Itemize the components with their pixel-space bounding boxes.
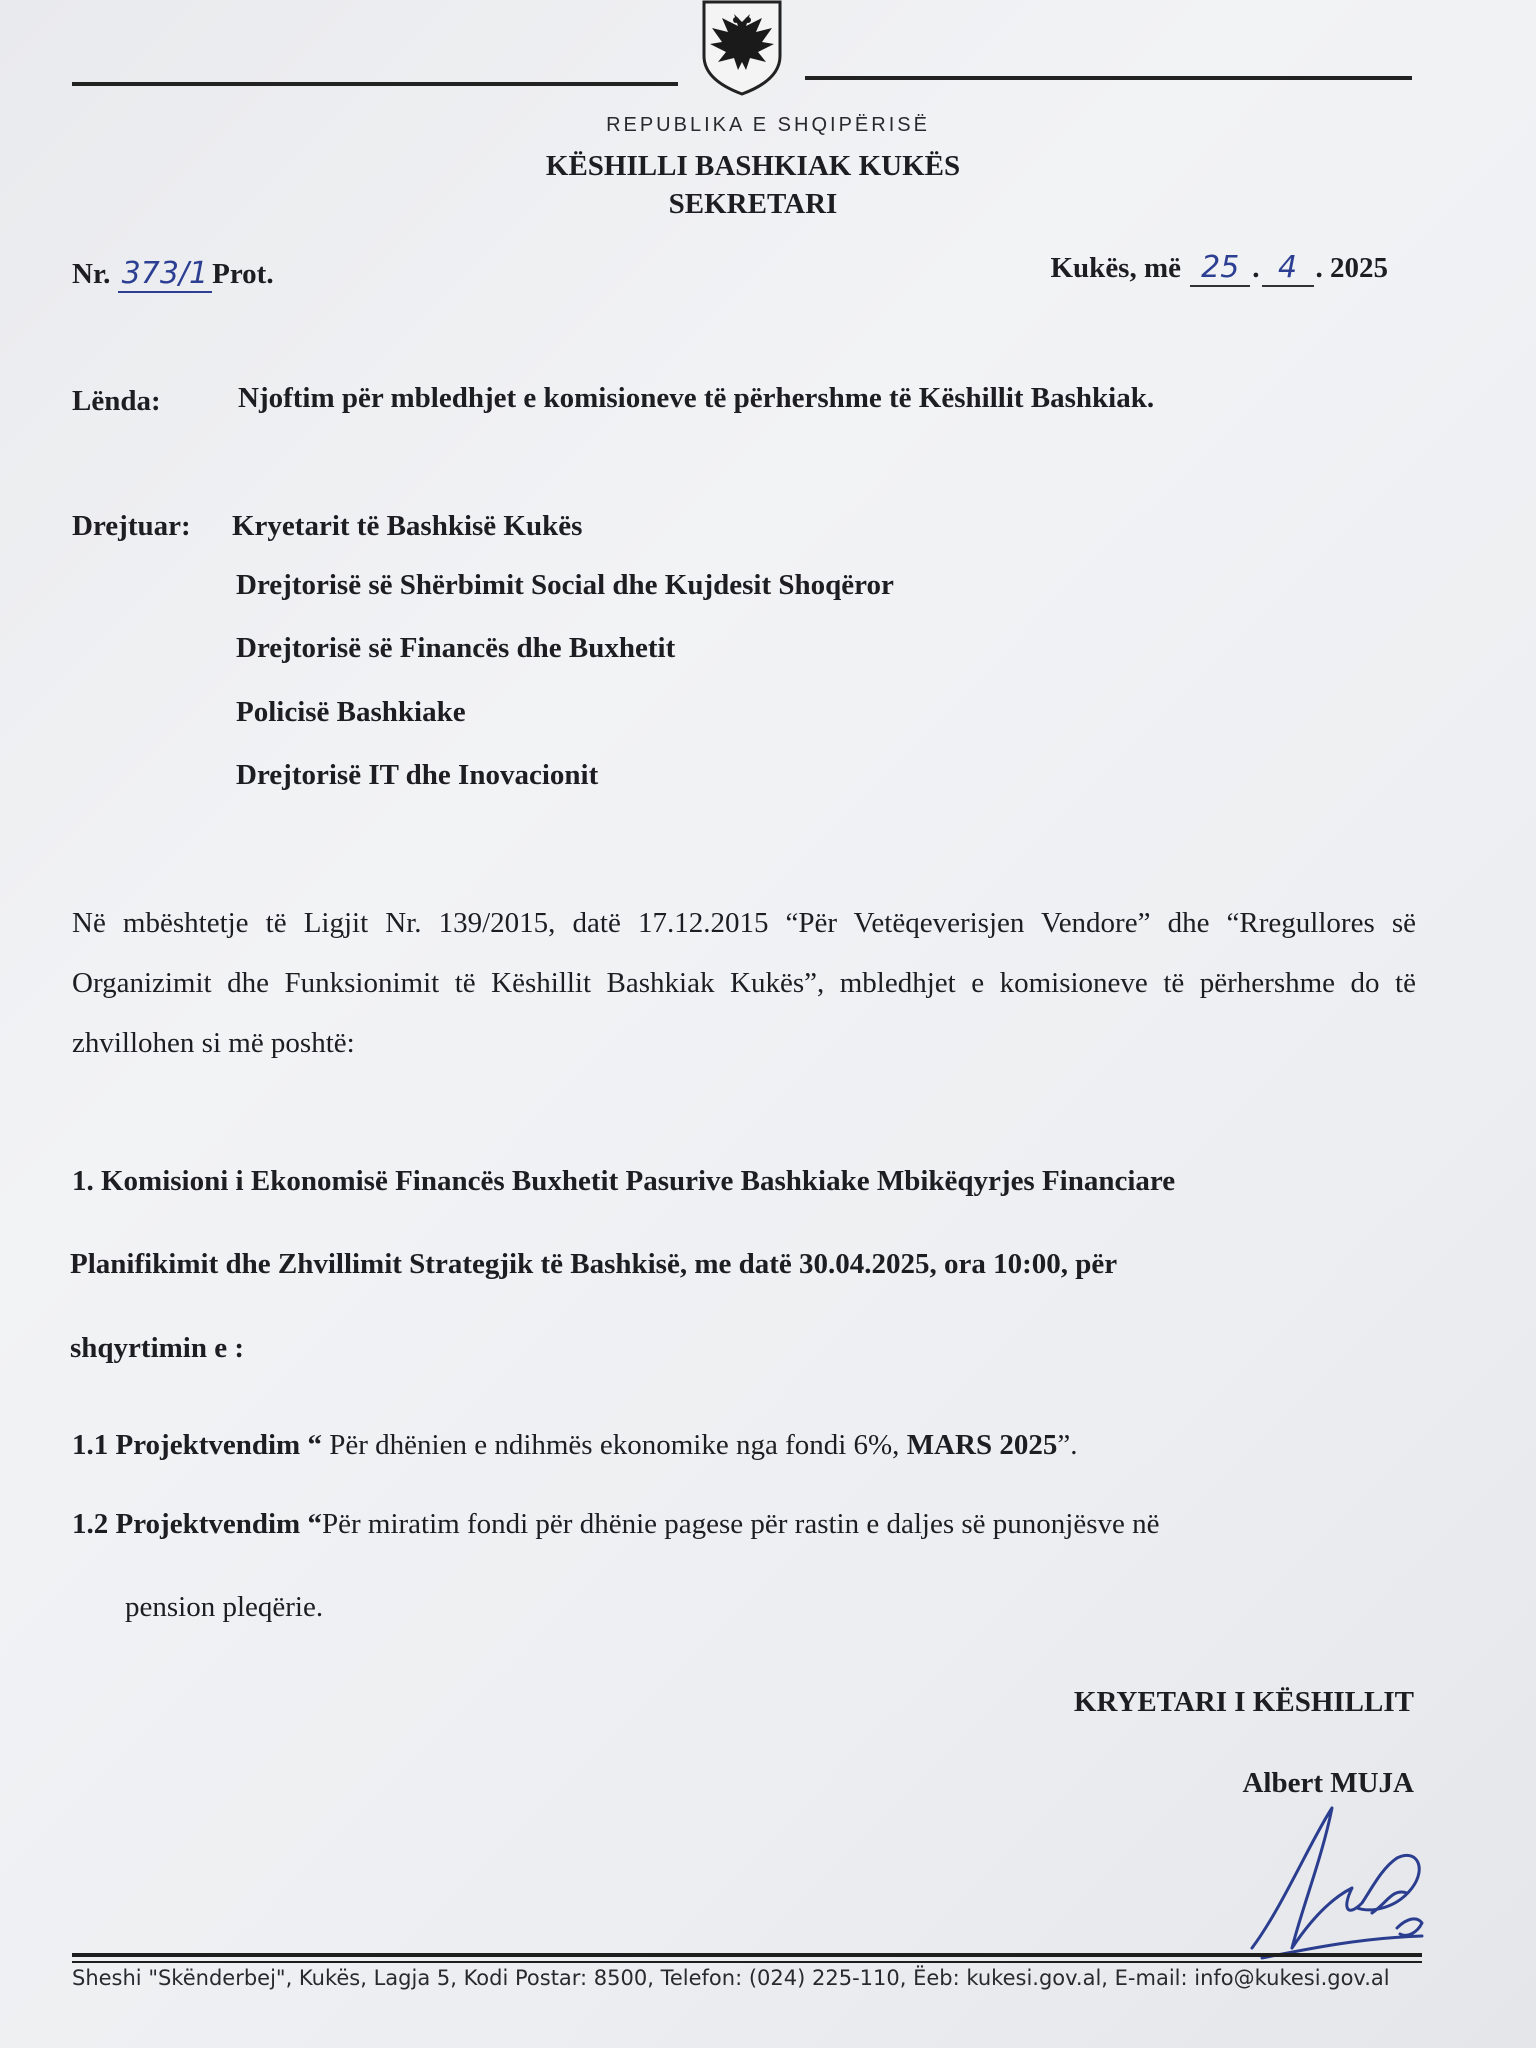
commission-line-1: 1. Komisioni i Ekonomisë Financës Buxhetit Pasurive Bashkiake Mbikëqyrjes Financiare [72,1165,1176,1197]
protocol-number [72,256,274,293]
body-paragraph: Në mbështetje të Ligjit Nr. 139/2015, datë 17.12.2015 “Për Vetëqeverisjen Vendore” dhe “Rregullores së Organizimit dhe Funksionimit të Këshillit Bashkiak Kukës”, mbledhjet e komisioneve të përhershme do të zhvillohen si më poshtë: [72,907,1416,1059]
addressed-label: Drejtuar: [72,510,191,542]
recipient-item: Drejtorisë së Shërbimit Social dhe Kujdesit Shoqëror [236,569,894,601]
nr-label: Nr. [72,258,111,290]
recipient-item: Kryetarit të Bashkisë Kukës [232,510,583,542]
draft-decision-end: ”. [1057,1429,1078,1461]
draft-decision-2-continuation: pension pleqërie. [125,1591,324,1623]
subject-label: Lënda: [72,385,161,417]
handwritten-month: 4 [1262,250,1314,287]
recipient-item: Policisë Bashkiake [236,696,466,728]
commission-line-3: shqyrtimin e : [70,1332,244,1364]
draft-decision-month: MARS 2025 [906,1429,1058,1461]
republic-heading: REPUBLIKA E SHQIPËRISË [606,114,930,136]
office-heading: SEKRETARI [668,188,838,220]
year: . 2025 [1315,252,1388,284]
draft-decision-prefix: 1.1 Projektvendim “ [72,1429,322,1461]
handwritten-day: 25 [1190,250,1250,287]
footer-rule-thin [72,1961,1422,1963]
footer-contact: Sheshi "Skënderbej", Kukës, Lagja 5, Kodi Postar: 8500, Telefon: (024) 225-110, Ëeb: kukesi.gov.al, E-mail: info@kukesi.gov.al [72,1966,1390,1990]
draft-decision-1 [72,1429,1077,1462]
commission-line-2: Planifikimit dhe Zhvillimit Strategjik të Bashkisë, me datë 30.04.2025, ora 10:00, për [70,1248,1118,1280]
recipient-item: Drejtorisë IT dhe Inovacionit [236,759,599,791]
place-date: Kukës, më 25 . 4 . 2025 [1050,250,1388,285]
draft-decision-text: Për miratim fondi për dhënie pagese për rastin e daljes së punonjësve në [321,1508,1160,1540]
place-label: Kukës, më [1050,252,1181,284]
header-rule-left [72,82,678,86]
handwritten-protocol-number: 373/1 [118,256,212,293]
signatory-title: KRYETARI I KËSHILLIT [1073,1686,1414,1718]
handwritten-signature [1222,1798,1432,1968]
header-rule-right [805,76,1412,80]
prot-label: Prot. [212,258,274,290]
council-heading: KËSHILLI BASHKIAK KUKËS [545,150,961,182]
coat-of-arms-emblem [698,0,786,96]
draft-decision-2 [72,1508,1160,1541]
signatory-name: Albert MUJA [1242,1767,1414,1799]
recipient-item: Drejtorisë së Financës dhe Buxhetit [236,632,676,664]
footer-rule [72,1953,1422,1957]
subject-text: Njoftim për mbledhjet e komisioneve të përhershme të Këshillit Bashkiak. [238,382,1155,414]
draft-decision-text: Për dhënien e ndihmës ekonomike nga fondi 6%, [321,1429,907,1461]
draft-decision-prefix: 1.2 Projektvendim “ [72,1508,322,1540]
